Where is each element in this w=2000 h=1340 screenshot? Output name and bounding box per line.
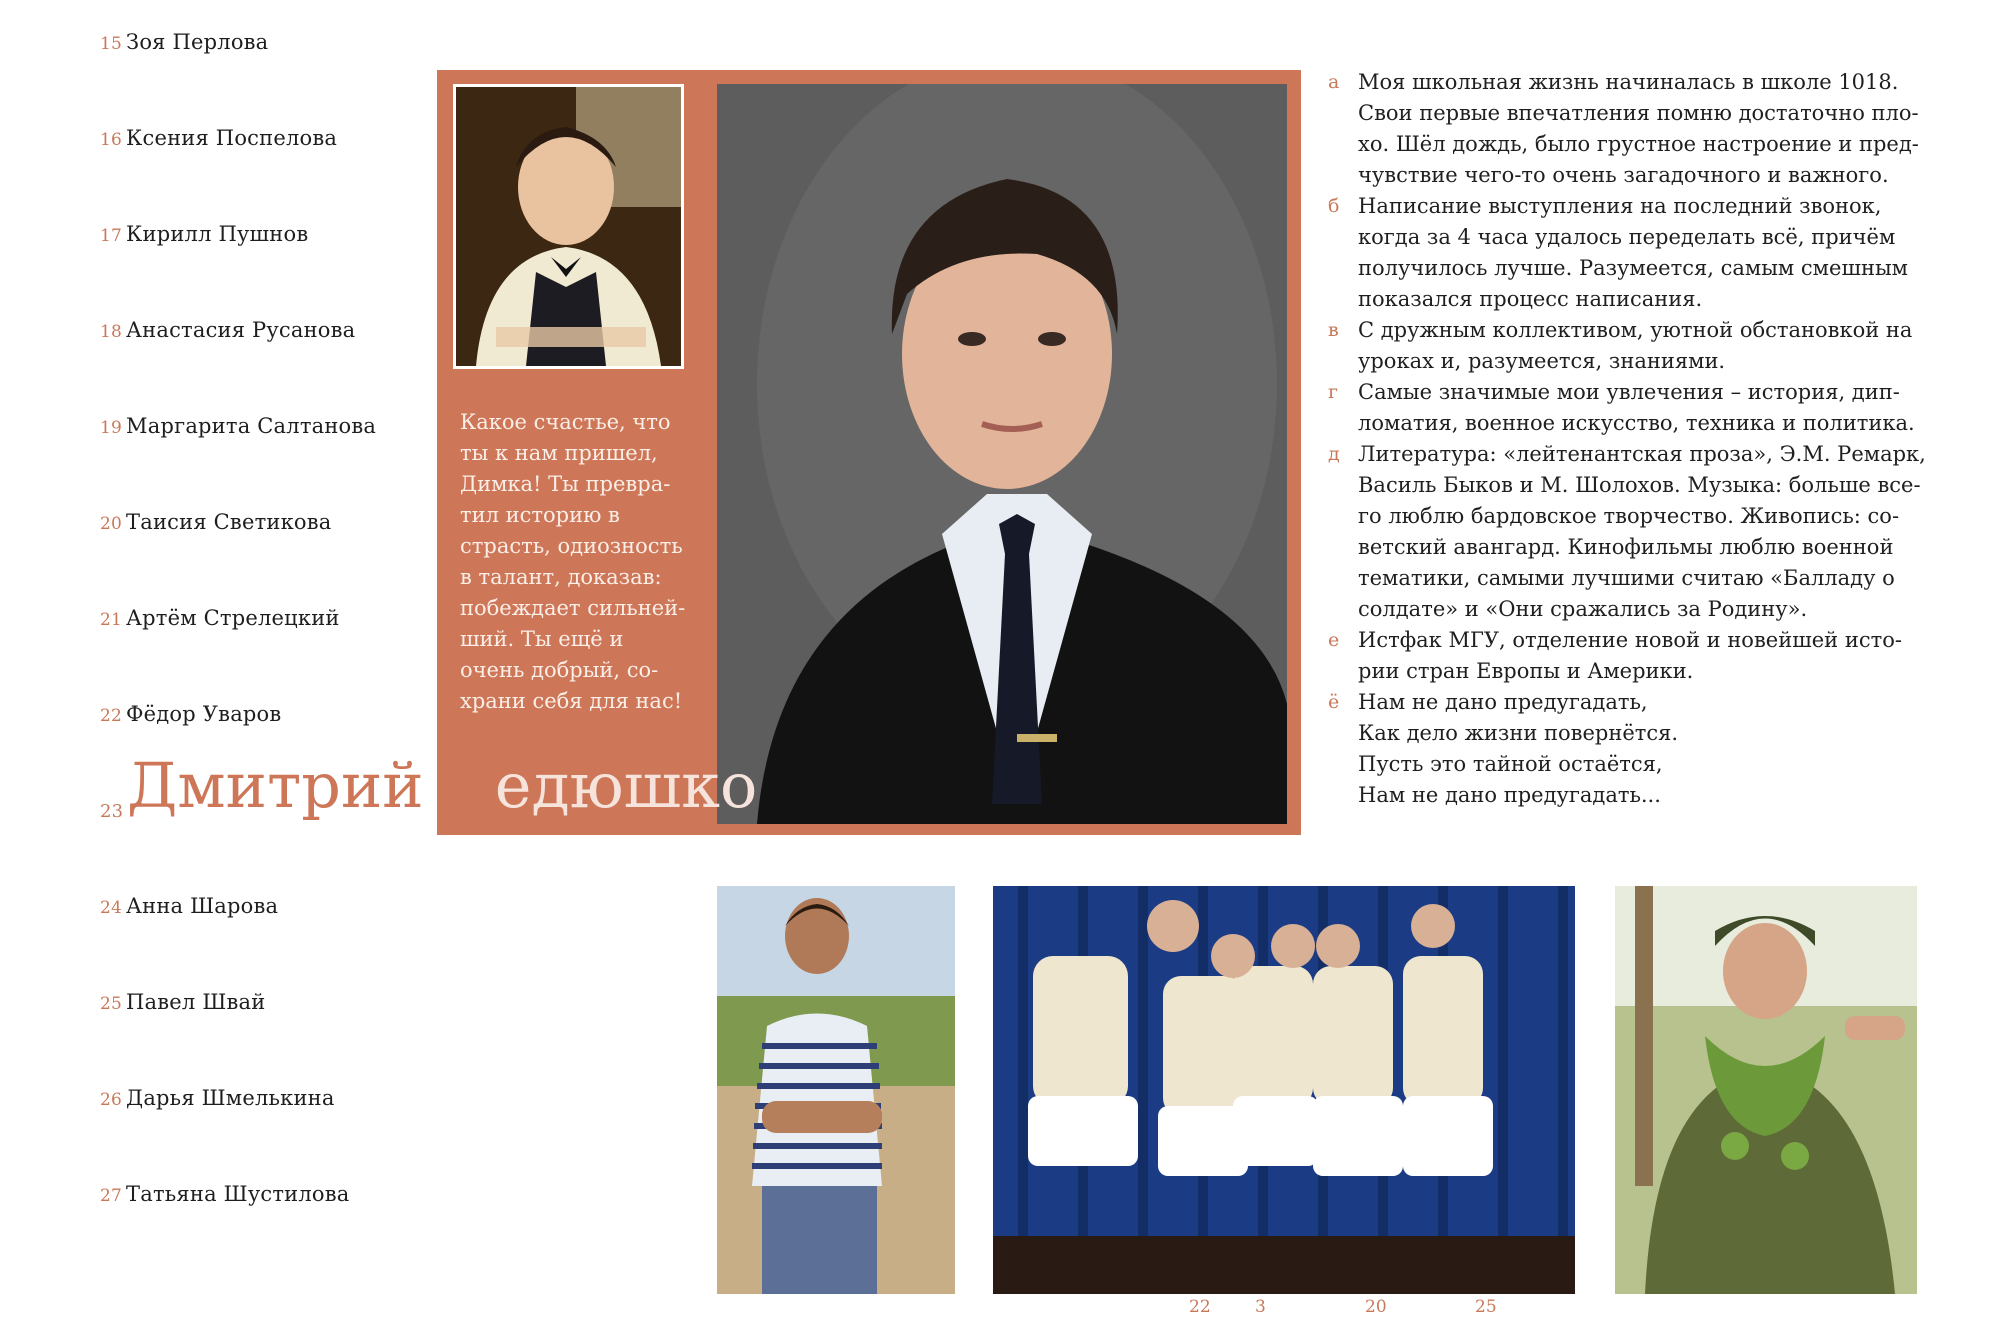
roster-name: Маргарита Салтанова xyxy=(126,414,377,438)
teacher-quote: Какое счастье, что ты к нам пришел, Димка! Ты превра- тил историю в страсть, одиозность в талант, доказав: побеждает сильней- ший. Ты ещё и очень добрый, со- храни себя для нас! xyxy=(460,410,686,713)
roster-name: Татьяна Шустилова xyxy=(126,1182,350,1206)
roster-number: 23 xyxy=(100,801,124,822)
roster-number: 16 xyxy=(100,130,123,150)
roster-number: 25 xyxy=(100,994,123,1014)
roster-name: Артём Стрелецкий xyxy=(126,606,340,630)
photo-camouflage xyxy=(1615,886,1917,1294)
photo-stage-illustration xyxy=(993,886,1575,1294)
photo-camouflage-illustration xyxy=(1615,886,1917,1294)
answer-text: Самые значимые мои увлечения – история, дип- ломатия, военное искусство, техника и политика. xyxy=(1358,380,1915,435)
answer-letter: д xyxy=(1328,443,1340,465)
featured-name xyxy=(127,749,758,822)
answer-text: Истфак МГУ, отделение новой и новейшей исто- рии стран Европы и Америки. xyxy=(1358,628,1902,683)
roster-item xyxy=(100,1086,335,1110)
roster-item xyxy=(100,1182,350,1206)
main-portrait xyxy=(717,84,1287,824)
answer-letter: е xyxy=(1328,629,1340,651)
answer-item xyxy=(1328,315,1928,377)
featured-name-part1: Дмитрий Ф xyxy=(127,749,495,822)
roster-number: 15 xyxy=(100,34,123,54)
roster-number: 19 xyxy=(100,418,123,438)
childhood-photo-illustration xyxy=(456,87,681,366)
roster-item xyxy=(100,510,332,534)
portrait-illustration xyxy=(717,84,1287,824)
roster-item xyxy=(100,318,355,342)
answer-text: С дружным коллективом, уютной обстановкой на уроках и, разумеется, знаниями. xyxy=(1358,318,1913,373)
photo-caption-number: 25 xyxy=(1475,1297,1497,1317)
roster-name: Фёдор Уваров xyxy=(126,702,282,726)
answer-letter: г xyxy=(1328,381,1338,403)
roster-name: Дарья Шмелькина xyxy=(126,1086,335,1110)
roster-item xyxy=(100,414,376,438)
photo-caption-number: 20 xyxy=(1365,1297,1387,1317)
answer-letter: а xyxy=(1328,71,1340,93)
answer-item xyxy=(1328,625,1928,687)
roster-item xyxy=(100,126,337,150)
roster-number: 24 xyxy=(100,898,123,918)
photo-caption-number: 22 xyxy=(1189,1297,1211,1317)
answer-text: Моя школьная жизнь начиналась в школе 1018. Свои первые впечатления помню достаточно пло- хо. Шёл дождь, было грустное настроение и пред- чувствие чего-то очень загадочного и важного. xyxy=(1358,70,1919,187)
answer-letter: в xyxy=(1328,319,1339,341)
roster-name: Ксения Поспелова xyxy=(126,126,338,150)
answer-text: Литература: «лейтенантская проза», Э.М. Ремарк, Василь Быков и М. Шолохов. Музыка: больше все- го люблю бардовское творчество. Живопись: со- ветский авангард. Кинофильмы люблю военной тематики, самыми лучшими считаю «Балладу о солдате» и «Они сражались за Родину». xyxy=(1358,442,1926,621)
roster-number: 18 xyxy=(100,322,123,342)
roster-number: 22 xyxy=(100,706,123,726)
roster-name: Таисия Светикова xyxy=(126,510,332,534)
answer-text: Нам не дано предугадать, Как дело жизни повернётся. Пусть это тайной остаётся, Нам не дано предугадать... xyxy=(1358,690,1679,807)
roster-number: 27 xyxy=(100,1186,123,1206)
roster-item xyxy=(100,222,308,246)
roster-number: 26 xyxy=(100,1090,123,1110)
photo-stage-performance xyxy=(993,886,1575,1294)
answer-item xyxy=(1328,67,1928,191)
photo-boy-seaside xyxy=(717,886,955,1294)
roster-item xyxy=(100,990,265,1014)
roster-item xyxy=(100,30,268,54)
answer-text: Написание выступления на последний звонок, когда за 4 часа удалось переделать всё, причём получилось лучше. Разумеется, самым смешным показался процесс написания. xyxy=(1358,194,1909,311)
featured-name-part2: едюшко xyxy=(494,749,758,822)
roster-number: 20 xyxy=(100,514,123,534)
roster-item xyxy=(100,606,340,630)
answer-item xyxy=(1328,687,1928,811)
answer-letter: ё xyxy=(1328,691,1340,713)
answer-item xyxy=(1328,439,1928,625)
photo-boy-illustration xyxy=(717,886,955,1294)
roster-item xyxy=(100,702,281,726)
questionnaire-answers xyxy=(1328,67,1928,811)
roster-name: Павел Швай xyxy=(126,990,266,1014)
childhood-photo xyxy=(453,84,684,369)
roster-item xyxy=(100,894,278,918)
answer-letter: б xyxy=(1328,195,1340,217)
roster-item-current xyxy=(100,798,127,822)
roster-name: Анастасия Русанова xyxy=(126,318,356,342)
roster-name: Анна Шарова xyxy=(126,894,279,918)
answer-item xyxy=(1328,191,1928,315)
roster-name: Кирилл Пушнов xyxy=(126,222,309,246)
roster-number: 17 xyxy=(100,226,123,246)
roster-number: 21 xyxy=(100,610,123,630)
roster-name: Зоя Перлова xyxy=(126,30,269,54)
answer-item xyxy=(1328,377,1928,439)
photo-caption-number: 3 xyxy=(1255,1297,1266,1317)
